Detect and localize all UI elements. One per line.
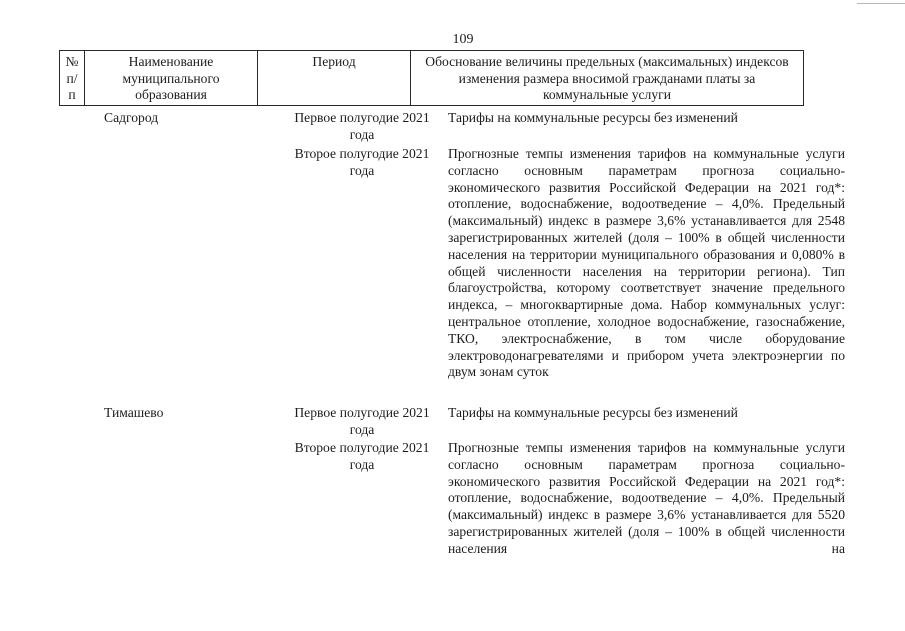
header-period: Период <box>258 51 411 106</box>
header-number: № п/п <box>60 51 85 106</box>
top-edge-rule <box>857 3 905 4</box>
row-municipality: Садгород <box>104 110 159 125</box>
row-text-first: Тарифы на коммунальные ресурсы без изменений <box>448 110 738 125</box>
row-text-first: Тарифы на коммунальные ресурсы без изменений <box>448 405 738 420</box>
page-number: 109 <box>452 32 474 47</box>
table-header <box>59 50 804 106</box>
header-municipality: Наименование муниципального образования <box>85 51 258 106</box>
row-period-second: Второе полугодие 2021 года <box>294 440 430 472</box>
row-municipality: Тимашево <box>104 405 164 420</box>
row-period-first: Первое полугодие 2021 года <box>294 405 430 437</box>
row-period-second: Второе полугодие 2021 года <box>294 146 430 178</box>
header-justification: Обоснование величины предельных (максимальных) индексов изменения размера вносимой гражданами платы за коммунальные услуги <box>411 51 804 106</box>
row-text-second: Прогнозные темпы изменения тарифов на коммунальные услуги согласно основным параметрам прогноза социально-экономического развития Российской Федерации на 2021 год*: отопление, водоснабжение, водоотведение – 4,0%. Предельный (максимальный) индекс в размере 3,6% устанавливается для 5520 зарегистрированных жителей (доля – 100% в общей численности населения на <box>448 440 845 556</box>
row-period-first: Первое полугодие 2021 года <box>294 110 430 142</box>
row-text-second: Прогнозные темпы изменения тарифов на коммунальные услуги согласно основным параметрам прогноза социально-экономического развития Российской Федерации на 2021 год*: отопление, водоснабжение, водоотведение – 4,0%. Предельный (максимальный) индекс в размере 3,6% устанавливается для 2548 зарегистрированных жителей (доля – 100% в общей численности населения на территории муниципального образования и 0,080% в общей численности населения на территории региона). Тип благоустройства, которому соответствует значение предельного индекса, – многоквартирные дома. Набор коммунальных услуг: центральное отопление, холодное водоснабжение, газоснабжение, ТКО, электроснабжение, в том числе оборудование электроводонагревателями и прибором учета электроэнергии по двум зонам суток <box>448 146 845 380</box>
